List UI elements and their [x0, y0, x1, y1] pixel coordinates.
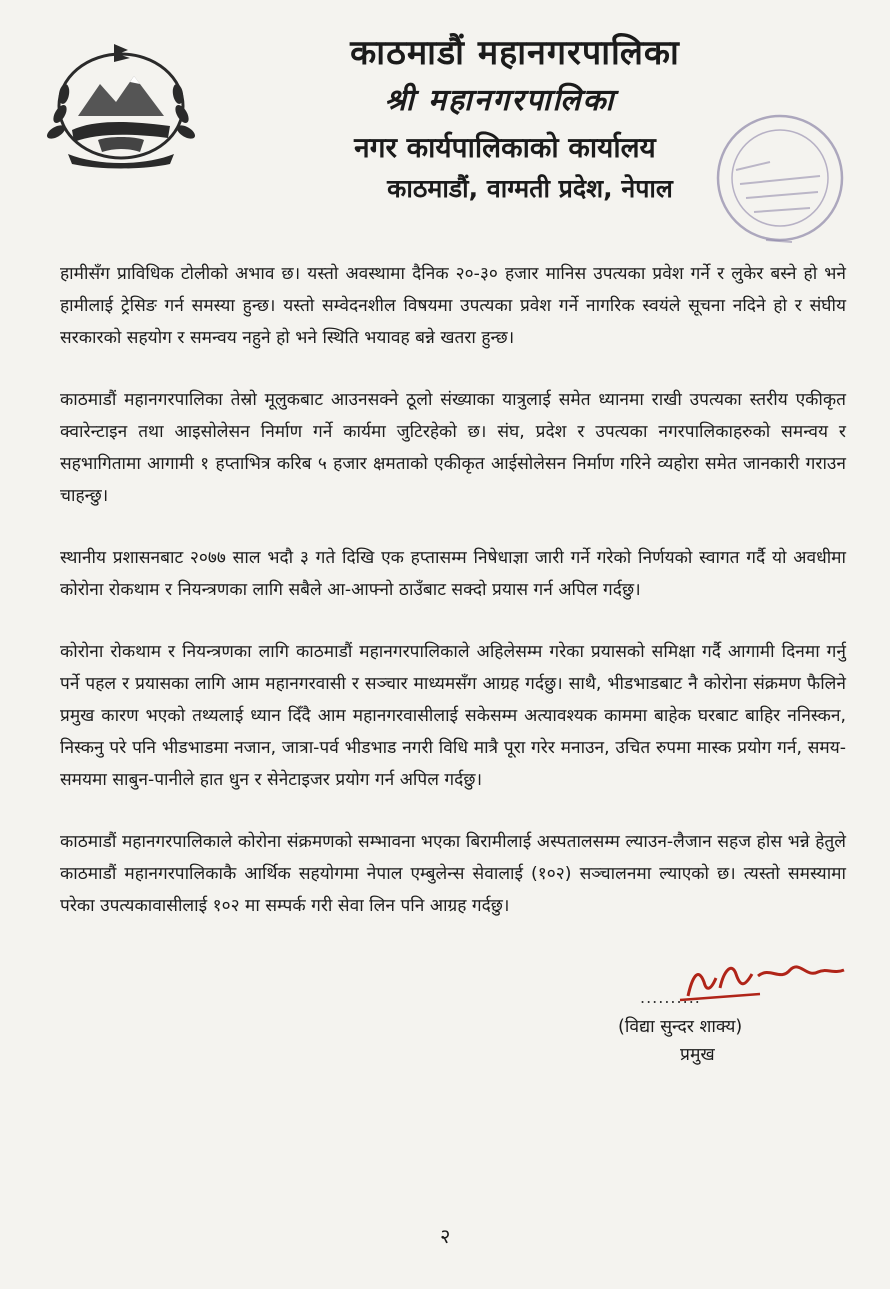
letter-body: [60, 258, 846, 952]
signer-name: (विद्या सुन्दर शाक्य): [618, 1017, 743, 1037]
nepal-emblem-icon: [38, 36, 204, 170]
letterhead-title: काठमाडौं महानगरपालिका: [350, 33, 680, 73]
letterhead-stylized-title: श्री महानगरपालिका: [384, 83, 616, 118]
paragraph: काठमाडौं महानगरपालिका तेस्रो मूलुकबाट आउनसक्ने ठूलो संख्याका यात्रुलाई समेत ध्यानमा राखी उपत्यका स्तरीय एकीकृत क्वारेन्टाइन तथा आइसोलेसन निर्माण गर्ने कार्यमा जुटिरहेको छ। संघ, प्रदेश र उपत्यका नगरपालिकाहरुको समन्वय र सहभागितामा आगामी १ हप्ताभित्र करिब ५ हजार क्षमताको एकीकृत आईसोलेसन निर्माण गरिने व्यहोरा समेत जानकारी गराउन चाहन्छु।: [60, 390, 846, 506]
letterhead: [250, 30, 710, 208]
office-stamp-icon: [700, 100, 850, 270]
page-number: २: [440, 1224, 451, 1248]
paragraph: हामीसँग प्राविधिक टोलीको अभाव छ। यस्तो अवस्थामा दैनिक २०-३० हजार मानिस उपत्यका प्रवेश गर्ने र लुकेर बस्ने हो भने हामीलाई ट्रेसिङ गर्न समस्या हुन्छ। यस्तो सम्वेदनशील विषयमा उपत्यका प्रवेश गर्ने नागरिक स्वयंले सूचना नदिने हो र संघीय सरकारको सहयोग र समन्वय नहुने हो भने स्थिति भयावह बन्ने खतरा हुन्छ।: [60, 264, 846, 348]
letterhead-office: नगर कार्यपालिकाको कार्यालय: [354, 131, 656, 164]
paragraph: कोरोना रोकथाम र नियन्त्रणका लागि काठमाडौं महानगरपालिकाले अहिलेसम्म गरेका प्रयासको समिक्षा गर्दै आगामी दिनमा गर्नु पर्ने पहल र प्रयासका लागि आम महानगरवासी र सञ्चार माध्यमसँग आग्रह गर्दछु। साथै, भीडभाडबाट नै कोरोना संक्रमण फैलिने प्रमुख कारण भएको तथ्यलाई ध्यान दिँदै आम महानगरवासीलाई सकेसम्म अत्यावश्यक काममा बाहेक घरबाट बाहिर ननिस्कन, निस्कनु परे पनि भीडभाडमा नजान, जात्रा-पर्व भीडभाड नगरी विधि मात्रै पूरा गरेर मनाउन, उचित रुपमा मास्क प्रयोग गर्न, समय-समयमा साबुन-पानीले हात धुन र सेनेटाइजर प्रयोग गर्न अपिल गर्दछु।: [60, 642, 846, 790]
paragraph: काठमाडौं महानगरपालिकाले कोरोना संक्रमणको सम्भावना भएका बिरामीलाई अस्पतालसम्म ल्याउन-लैजान सहज होस भन्ने हेतुले काठमाडौं महानगरपालिकाकै आर्थिक सहयोगमा नेपाल एम्बुलेन्स सेवालाई (१०२) सञ्चालनमा ल्याएको छ। त्यस्तो समस्यामा परेका उपत्यकावासीलाई १०२ मा सम्पर्क गरी सेवा लिन पनि आग्रह गर्दछु।: [60, 832, 846, 916]
signer-title: प्रमुख: [680, 1045, 715, 1065]
signature-dots: ..........: [640, 988, 701, 1007]
letterhead-address: काठमाडौं, वाग्मती प्रदेश, नेपाल: [387, 174, 673, 203]
paragraph: स्थानीय प्रशासनबाट २०७७ साल भदौ ३ गते दिखि एक हप्तासम्म निषेधाज्ञा जारी गर्ने गरेको निर्णयको स्वागत गर्दै यो अवधीमा कोरोना रोकथाम र नियन्त्रणका लागि सबैले आ-आफ्नो ठाउँबाट सक्दो प्रयास गर्न अपिल गर्दछु।: [60, 548, 846, 600]
